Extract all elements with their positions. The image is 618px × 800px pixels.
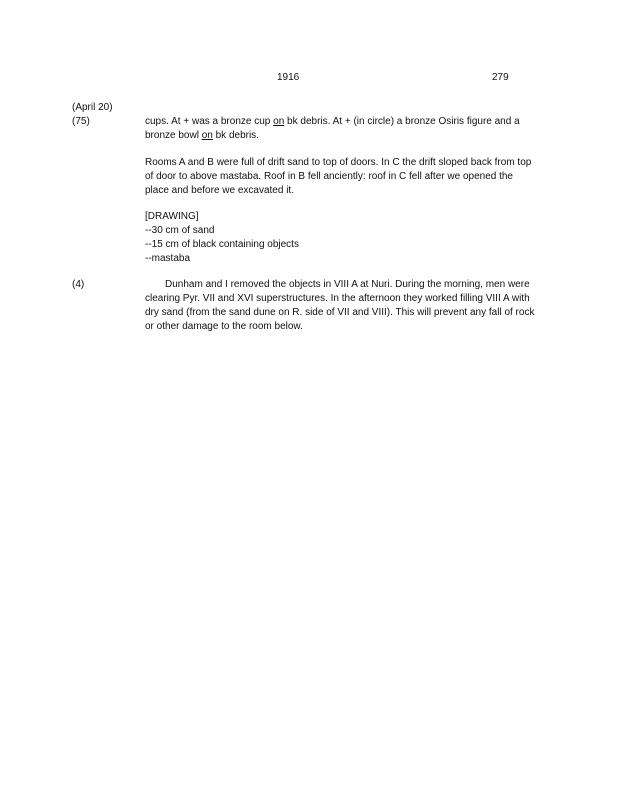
- page-number: 279: [492, 72, 509, 83]
- header-year: 1916: [277, 72, 300, 83]
- entry-number-4: (4): [72, 279, 85, 290]
- paragraph-line: [145, 115, 540, 129]
- text-run: bronze bowl: [145, 130, 202, 141]
- text-run: cups. At + was a bronze cup: [145, 116, 274, 127]
- drawing-layer: --30 cm of sand: [145, 225, 215, 236]
- text-run: bk debris.: [212, 130, 259, 141]
- drawing-layer: --mastaba: [145, 253, 191, 264]
- paragraph-bronze-objects: [145, 115, 540, 143]
- paragraph-line: Dunham and I removed the objects in VIII A at Nuri. During the morning, men were: [165, 279, 530, 290]
- entry-date: (April 20): [72, 102, 113, 113]
- paragraph-line: place and before we excavated it.: [145, 185, 294, 196]
- paragraph-line: Rooms A and B were full of drift sand to top of doors. In C the drift sloped back from top: [145, 157, 532, 168]
- paragraph-line: of door to above mastaba. Roof in B fell anciently: roof in C fell after we opened the: [145, 171, 513, 182]
- drawing-label: [DRAWING]: [145, 211, 199, 222]
- underlined-word: on: [201, 130, 213, 141]
- paragraph-line: dry sand (from the sand dune on R. side of VII and VIII). This will prevent any fall of rock: [145, 307, 535, 318]
- underlined-word: on: [273, 116, 285, 127]
- entry-number-75: (75): [72, 116, 90, 127]
- drawing-notes: [145, 210, 540, 266]
- paragraph-line: clearing Pyr. VII and XVI superstructures. In the afternoon they worked filling VIII A with: [145, 293, 530, 304]
- paragraph-nuri: [145, 278, 540, 334]
- paragraph-line: [145, 129, 540, 143]
- paragraph-line: or other damage to the room below.: [145, 321, 303, 332]
- text-run: bk debris. At + (in circle) a bronze Osiris figure and a: [284, 116, 520, 127]
- paragraph-rooms: [145, 156, 540, 198]
- drawing-layer: --15 cm of black containing objects: [145, 239, 299, 250]
